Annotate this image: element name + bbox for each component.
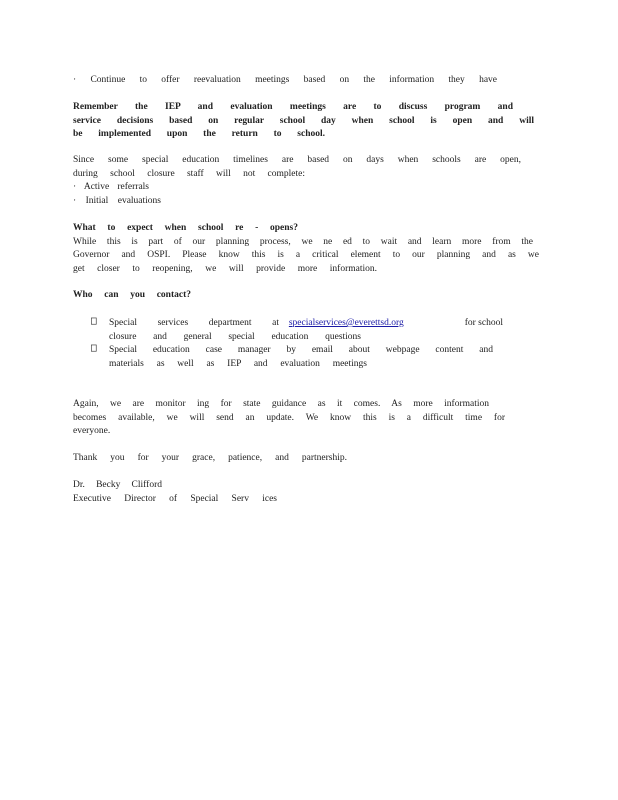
text-line: While this is part of our planning process, we ne ed to wait and learn more from the	[73, 236, 533, 247]
text-line: Again, we are monitor ing for state guidance as it comes. As more information	[73, 399, 489, 409]
contact-list	[91, 317, 523, 371]
remember-paragraph	[73, 101, 541, 142]
text-line: everyone.	[73, 426, 111, 436]
box-bullet-icon	[91, 345, 97, 352]
text-line: during school closure staff will not complete:	[73, 168, 305, 179]
list-item	[91, 344, 523, 371]
text-line: Governor and OSPI. Please know this is a critical element to our planning and as we	[73, 250, 539, 260]
text-line: Remember the IEP and evaluation meetings are to discuss program and	[73, 102, 513, 112]
timelines-paragraph	[73, 154, 541, 208]
text-line: Since some special education timelines are based on days when schools are open,	[73, 155, 521, 165]
contact-text: for school	[464, 318, 503, 328]
text-line: Thank you for your grace, patience, and partnership.	[73, 453, 347, 463]
list-item	[91, 317, 523, 344]
special-services-email-link[interactable]: specialservices@everettsd.org	[288, 318, 404, 328]
text-line: · Initial evaluations	[73, 195, 161, 206]
box-bullet-icon	[91, 318, 97, 325]
text-line: get closer to reopening, we will provide more information.	[73, 263, 377, 274]
section-heading: What to expect when school re - opens?	[73, 223, 298, 233]
contact-text: Special services department at	[109, 318, 279, 328]
contact-heading-block	[73, 289, 541, 303]
signature-title: Executive Director of Special Serv ices	[73, 493, 277, 504]
text-line: service decisions based on regular school day when school is open and will	[73, 115, 534, 126]
text-line: closure and general special education questions	[109, 331, 361, 342]
signature-name: Dr. Becky Clifford	[73, 480, 162, 490]
text-line: · Continue to offer reevaluation meetings based on the information they have	[73, 75, 497, 85]
thanks-paragraph	[73, 452, 541, 466]
text-line	[109, 317, 503, 331]
continue-bullet-line	[73, 74, 541, 88]
text-line: materials as well as IEP and evaluation meetings	[109, 358, 367, 369]
text-line: Special education case manager by email about webpage content and	[109, 345, 493, 355]
section-heading: Who can you contact?	[73, 290, 191, 300]
expect-section	[73, 222, 541, 276]
text-line: be implemented upon the return to school.	[73, 129, 325, 139]
text-line: · Active referrals	[73, 182, 149, 192]
again-paragraph	[73, 398, 541, 439]
text-line: becomes available, we will send an update. We know this is a difficult time for	[73, 412, 505, 423]
signature-block	[73, 479, 541, 506]
